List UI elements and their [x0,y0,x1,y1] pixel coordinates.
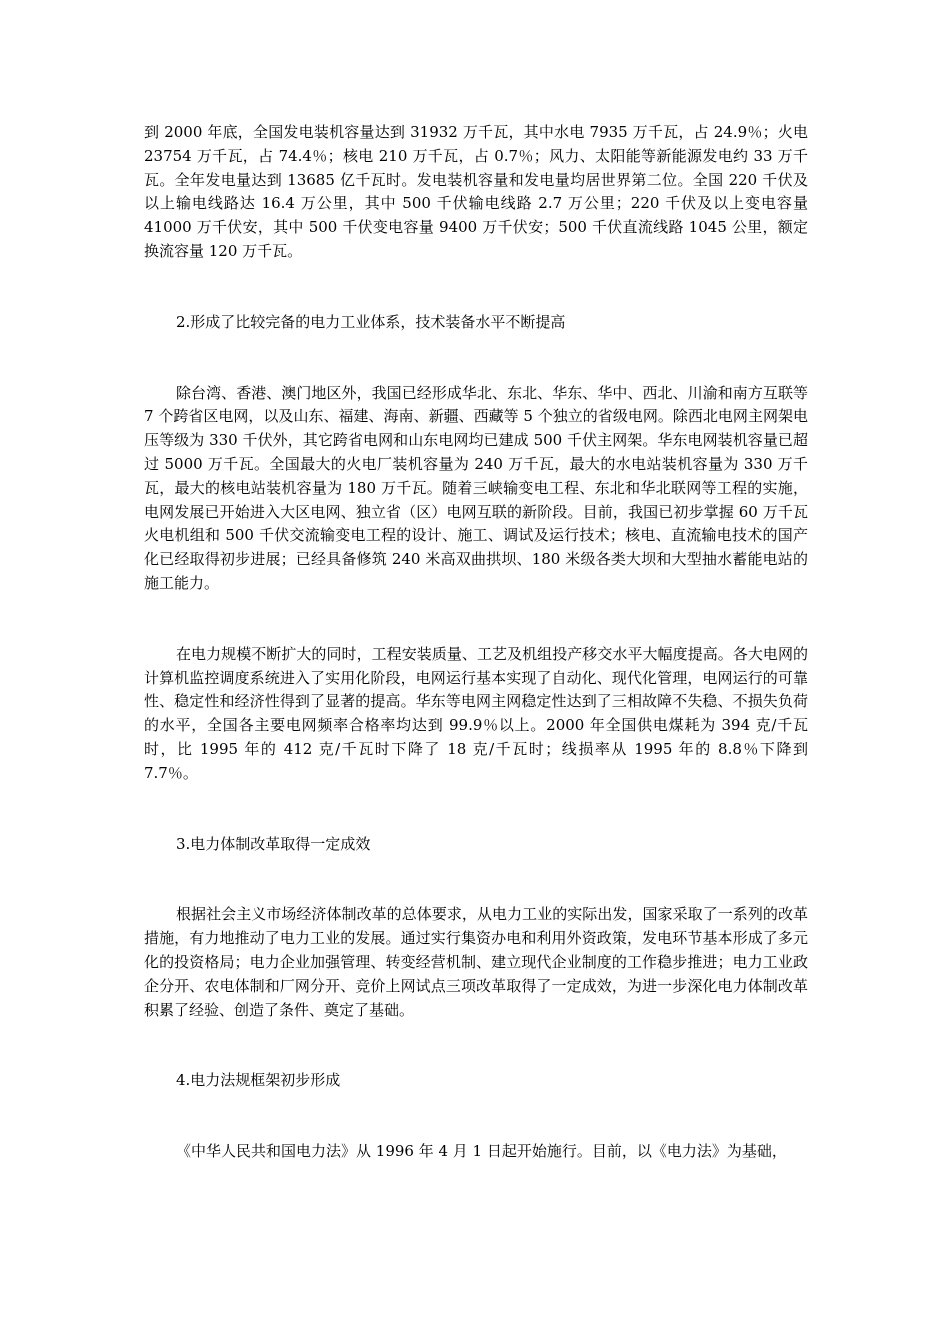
paragraph-grid-structure: 除台湾、香港、澳门地区外，我国已经形成华北、东北、华东、华中、西北、川渝和南方互联等 7 个跨省区电网，以及山东、福建、海南、新疆、西藏等 5 个独立的省级电网。除西北电网主网架电压等级为 330 千伏外，其它跨省电网和山东电网均已建成 500 千伏主网架。华东电网装机容量已超过 5000 万千瓦。全国最大的火电厂装机容量为 240 万千瓦，最大的水电站装机容量为 330 万千瓦，最大的核电站装机容量为 180 万千瓦。随着三峡输变电工程、东北和华北联网等工程的实施，电网发展已开始进入大区电网、独立省（区）电网互联的新阶段。目前，我国已初步掌握 60 万千瓦火电机组和 500 千伏交流输变电工程的设计、施工、调试及运行技术；核电、直流输电技术的国产化已经取得初步进展；已经具备修筑 240 米高双曲拱坝、180 米级各类大坝和大型抽水蓄能电站的施工能力。 [144,383,808,592]
heading-section-4: 4.电力法规框架初步形成 [176,1071,341,1090]
document-page [144,121,808,1164]
heading-section-2: 2.形成了比较完备的电力工业体系，技术装备水平不断提高 [176,312,566,331]
paragraph-capacity-statistics: 到 2000 年底，全国发电装机容量达到 31932 万千瓦，其中水电 7935 万千瓦，占 24.9％；火电 23754 万千瓦，占 74.4％；核电 210 万千瓦，占 0.7％；风力、太阳能等新能源发电约 33 万千瓦。全年发电量达到 13685 亿千瓦时。发电装机容量和发电量均居世界第二位。全国 220 千伏及以上输电线路达 16.4 万公里，其中 500 千伏输电线路 2.7 万公里；220 千伏及以上变电容量 41000 万千伏安，其中 500 千伏变电容量 9400 万千伏安；500 千伏直流线路 1045 公里，额定换流容量 120 万千瓦。 [144,123,808,260]
paragraph-electricity-law: 《中华人民共和国电力法》从 1996 年 4 月 1 日起开始施行。目前，以《电力法》为基础， [176,1142,787,1161]
paragraph-operation-quality: 在电力规模不断扩大的同时，工程安装质量、工艺及机组投产移交水平大幅度提高。各大电网的计算机监控调度系统进入了实用化阶段，电网运行基本实现了自动化、现代化管理，电网运行的可靠性、稳定性和经济性得到了显著的提高。华东等电网主网稳定性达到了三相故障不失稳、不损失负荷的水平，全国各主要电网频率合格率均达到 99.9％以上。2000 年全国供电煤耗为 394 克/千瓦时，比 1995 年的 412 克/千瓦时下降了 18 克/千瓦时；线损率从 1995 年的 8.8％下降到 7.7％。 [144,644,808,782]
paragraph-system-reform: 根据社会主义市场经济体制改革的总体要求，从电力工业的实际出发，国家采取了一系列的改革措施，有力地推动了电力工业的发展。通过实行集资办电和利用外资政策，发电环节基本形成了多元化的投资格局；电力企业加强管理、转变经营机制、建立现代企业制度的工作稳步推进；电力工业政企分开、农电体制和厂网分开、竞价上网试点三项改革取得了一定成效，为进一步深化电力体制改革积累了经验、创造了条件、奠定了基础。 [144,905,808,1019]
heading-section-3: 3.电力体制改革取得一定成效 [176,834,371,853]
